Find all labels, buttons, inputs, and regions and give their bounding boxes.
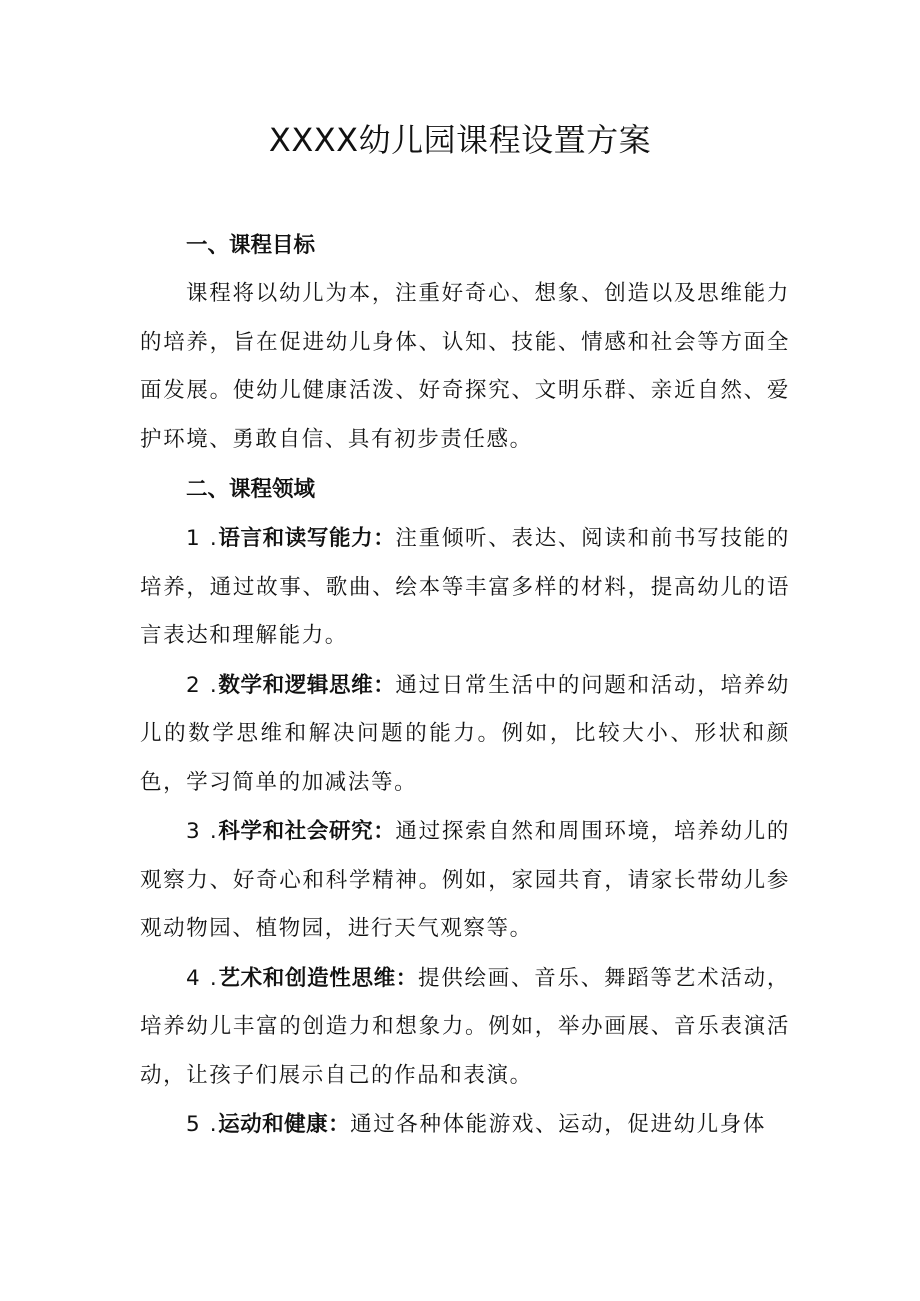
document-title: XXXX幼儿园课程设置方案: [268, 121, 652, 159]
domain-item-label: 语言和读写能力：: [218, 526, 396, 551]
document-body: [140, 222, 790, 1150]
domain-item-text: 通过探索自然和周围环境，培养幼儿的观察力、好奇心和科学精神。例如，家园共育，请家长带幼儿参观动物园、植物园，进行天气观察等。: [140, 819, 790, 941]
domain-item-text: 注重倾听、表达、阅读和前书写技能的培养，通过故事、歌曲、绘本等丰富多样的材料，提高幼儿的语言表达和理解能力。: [140, 526, 790, 648]
domain-item-math: [140, 662, 790, 808]
domain-item-label: 艺术和创造性思维：: [218, 965, 418, 991]
domain-item-text: 通过日常生活中的问题和活动，培养幼儿的数学思维和解决问题的能力。例如，比较大小、形状和颜色，学习简单的加减法等。: [140, 672, 790, 795]
domain-item-number: 1 .: [186, 526, 219, 551]
domain-item-number: 5 .: [186, 1112, 219, 1137]
domain-item-label: 数学和逻辑思维：: [218, 672, 396, 698]
domain-item-science: [140, 808, 790, 954]
domain-item-text: 提供绘画、音乐、舞蹈等艺术活动，培养幼儿丰富的创造力和想象力。例如，举办画展、音乐表演活动，让孩子们展示自己的作品和表演。: [140, 965, 790, 1088]
domain-item-sports: [140, 1101, 790, 1150]
domain-item-number: 4 .: [186, 965, 219, 991]
domain-item-text: 通过各种体能游戏、运动，促进幼儿身体: [350, 1112, 766, 1137]
goals-paragraph: 课程将以幼儿为本，注重好奇心、想象、创造以及思维能力的培养，旨在促进幼儿身体、认知、技能、情感和社会等方面全面发展。使幼儿健康活泼、好奇探究、文明乐群、亲近自然、爱护环境、勇敢自信、具有初步责任感。: [140, 281, 790, 452]
domain-item-language: [140, 515, 790, 661]
domain-item-label: 运动和健康：: [218, 1112, 351, 1137]
domain-item-label: 科学和社会研究：: [218, 819, 396, 844]
domain-item-number: 3 .: [186, 819, 219, 844]
section-heading-goals: 一、课程目标: [186, 233, 316, 258]
domain-item-number: 2 .: [186, 672, 219, 698]
section-heading-domains: 二、课程领域: [186, 477, 316, 502]
domain-item-art: [140, 955, 790, 1101]
